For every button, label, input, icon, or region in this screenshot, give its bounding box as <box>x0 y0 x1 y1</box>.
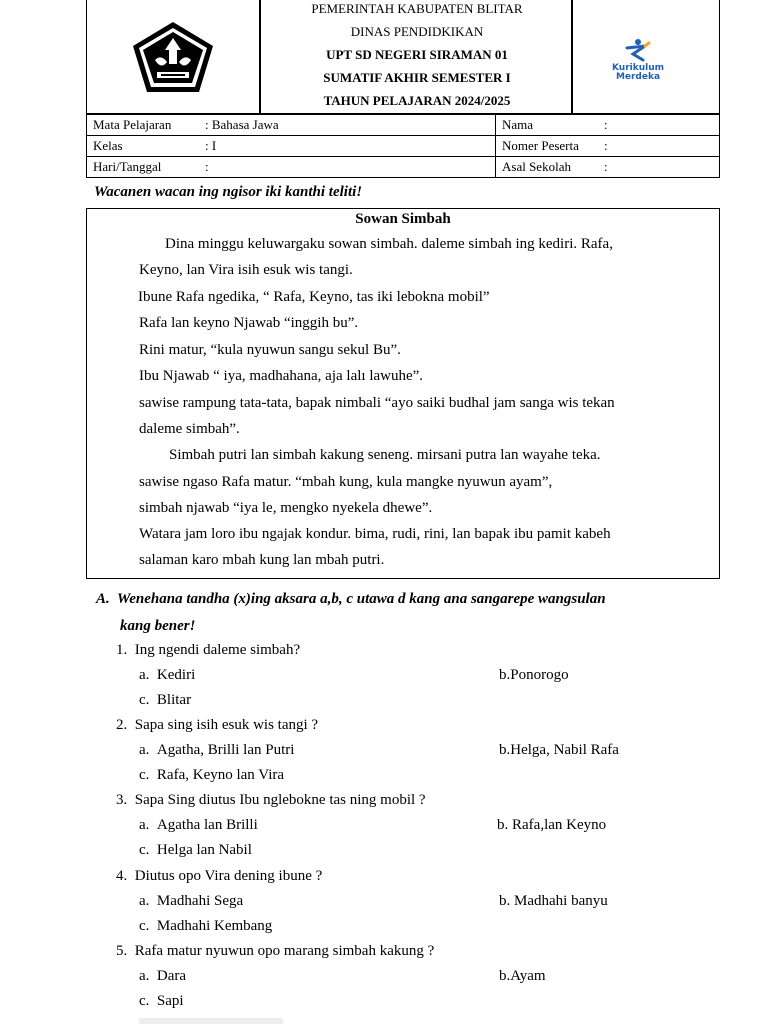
story-title: Sowan Simbah <box>355 211 451 227</box>
option-a[interactable] <box>139 742 294 759</box>
story-line: Rafa lan keyno Njawab “inggih bu”. <box>139 315 359 331</box>
faded-next-line <box>139 1018 283 1024</box>
question-text: Rafa matur nyuwun opo marang simbah kakung ? <box>134 943 435 959</box>
story-line: simbah njawab “iya le, mengko nyekela dhewe”. <box>139 500 433 516</box>
story-line: Ibu Njawab “ iya, madhahana, aja lalı lawuhe”. <box>139 368 424 384</box>
story-line: Keyno, lan Vira isih esuk wis tangi. <box>139 262 353 278</box>
option-text: Madhahi Sega <box>156 893 244 909</box>
hari-label: Hari/Tanggal <box>93 159 162 174</box>
option-c[interactable] <box>139 918 272 935</box>
question-text: Ing ngendi daleme simbah? <box>134 642 301 658</box>
option-b[interactable] <box>497 817 606 834</box>
asal-label: Asal Sekolah <box>502 159 571 174</box>
story-line: Rini matur, “kula nyuwun sangu sekul Bu”. <box>139 342 401 358</box>
option-mark: b. <box>497 817 509 833</box>
section-a-heading-cont: kang bener! <box>120 618 196 634</box>
option-b[interactable] <box>499 893 608 910</box>
header-line-1: PEMERINTAH KABUPATEN BLITAR <box>311 1 523 16</box>
story-line: sawise ngaso Rafa matur. “mbah kung, kula mangke nyuwun ayam”, <box>139 474 553 490</box>
mapel-label: Mata Pelajaran <box>93 117 172 132</box>
option-mark: a. <box>139 667 150 683</box>
question-number: 1. <box>116 642 128 658</box>
info-cell-nomer <box>496 136 720 157</box>
option-a[interactable] <box>139 893 243 910</box>
kelas-value: : I <box>205 138 217 153</box>
option-mark: a. <box>139 968 150 984</box>
option-text: Kediri <box>156 667 196 683</box>
question-number: 2. <box>116 717 128 733</box>
question-number: 3. <box>116 792 128 808</box>
option-mark: c. <box>139 842 150 858</box>
student-info-table <box>86 114 720 178</box>
logo-word-1: Kurikulum <box>611 63 664 73</box>
question-number: 5. <box>116 943 128 959</box>
option-text: Madhahi banyu <box>514 893 608 909</box>
option-c[interactable] <box>139 692 191 709</box>
logo-word-2: Merdeka <box>615 72 661 82</box>
info-cell-asal <box>496 157 720 178</box>
question-5 <box>116 943 434 960</box>
info-cell-kelas <box>87 136 496 157</box>
story-line: Ibune Rafa ngedika, “ Rafa, Keyno, tas iki lebokna mobil” <box>138 289 490 305</box>
option-text: Helga, Nabil Rafa <box>510 742 619 758</box>
story-line: sawise rampung tata-tata, bapak nimbali “ayo saiki budhal jam sanga wis tekan <box>139 395 615 411</box>
question-text: Sapa sing isih esuk wis tangi ? <box>134 717 319 733</box>
option-a[interactable] <box>139 968 186 985</box>
blitar-regency-emblem-icon <box>131 20 215 94</box>
option-text: Madhahi Kembang <box>156 918 273 934</box>
story-line: salaman karo mbah kung lan mbah putri. <box>139 552 385 568</box>
info-cell-hari <box>87 157 496 178</box>
story-line: Dina minggu keluwargaku sowan simbah. daleme simbah ing kediri. Rafa, <box>165 236 613 252</box>
section-a-marker: A. <box>96 591 110 607</box>
question-number: 4. <box>116 868 128 884</box>
option-mark: c. <box>139 993 150 1009</box>
nama-value: : <box>604 117 608 132</box>
option-c[interactable] <box>139 767 284 784</box>
option-mark: c. <box>139 918 150 934</box>
option-text: Blitar <box>156 692 192 708</box>
option-b[interactable] <box>499 667 569 684</box>
section-a-title-1: Wenehana tandha (x)ing aksara a,b, c utawa d kang ana sangarepe wangsulan <box>117 591 606 607</box>
asal-value: : <box>604 159 608 174</box>
question-text: Diutus opo Vira dening ibune ? <box>134 868 323 884</box>
info-cell-nama <box>496 115 720 136</box>
kelas-label: Kelas <box>93 138 123 153</box>
nama-label: Nama <box>502 117 534 132</box>
option-mark: b. <box>499 893 511 909</box>
option-mark: b. <box>499 742 511 758</box>
info-row-1 <box>87 115 720 136</box>
header-title-block <box>261 0 573 114</box>
kurikulum-merdeka-wordmark <box>603 64 673 82</box>
option-text: Rafa, Keyno lan Vira <box>156 767 285 783</box>
hari-value: : <box>205 159 209 174</box>
mapel-value: : Bahasa Jawa <box>205 117 279 132</box>
option-mark: c. <box>139 692 150 708</box>
header-line-2: DINAS PENDIDKIKAN <box>350 24 484 39</box>
option-text: Agatha lan Brilli <box>156 817 258 833</box>
info-row-2 <box>87 136 720 157</box>
kurikulum-merdeka-logo-icon <box>621 38 651 64</box>
option-text: Rafa,lan Keyno <box>512 817 607 833</box>
option-mark: c. <box>139 767 150 783</box>
option-c[interactable] <box>139 993 184 1010</box>
header-box <box>86 0 720 114</box>
header-line-4: SUMATIF AKHIR SEMESTER I <box>323 70 511 85</box>
section-a-heading <box>96 591 606 608</box>
story-line: Simbah putri lan simbah kakung seneng. mirsani putra lan wayahe teka. <box>169 447 601 463</box>
option-text: Sapi <box>156 993 184 1009</box>
reading-instruction: Wacanen wacan ing ngisor iki kanthi teliti! <box>94 184 363 200</box>
question-1 <box>116 642 300 659</box>
info-cell-mapel <box>87 115 496 136</box>
question-4 <box>116 868 322 885</box>
option-mark: a. <box>139 817 150 833</box>
option-text: Dara <box>156 968 187 984</box>
option-mark: b. <box>499 667 511 683</box>
option-mark: b. <box>499 968 511 984</box>
kurikulum-merdeka-logo-cell <box>571 0 721 114</box>
header-line-5: TAHUN PELAJARAN 2024/2025 <box>323 93 511 108</box>
story-line: Watara jam loro ibu ngajak kondur. bima, rudi, rini, lan bapak ibu pamit kabeh <box>139 526 611 542</box>
option-b[interactable] <box>499 742 619 759</box>
option-a[interactable] <box>139 817 258 834</box>
header-logo-cell <box>87 0 261 114</box>
option-a[interactable] <box>139 667 195 684</box>
option-mark: a. <box>139 742 150 758</box>
header-line-3: UPT SD NEGERI SIRAMAN 01 <box>326 47 508 62</box>
nomer-value: : <box>604 138 608 153</box>
option-c[interactable] <box>139 842 252 859</box>
option-text: Ponorogo <box>510 667 569 683</box>
nomer-label: Nomer Peserta <box>502 138 579 153</box>
option-text: Agatha, Brilli lan Putri <box>156 742 295 758</box>
option-b[interactable] <box>499 968 546 985</box>
question-text: Sapa Sing diutus Ibu nglebokne tas ning mobil ? <box>134 792 426 808</box>
question-3 <box>116 792 426 809</box>
story-line: daleme simbah”. <box>139 421 240 437</box>
option-mark: a. <box>139 893 150 909</box>
option-text: Ayam <box>510 968 546 984</box>
story-box <box>86 208 720 579</box>
question-2 <box>116 717 318 734</box>
info-row-3 <box>87 157 720 178</box>
option-text: Helga lan Nabil <box>156 842 252 858</box>
